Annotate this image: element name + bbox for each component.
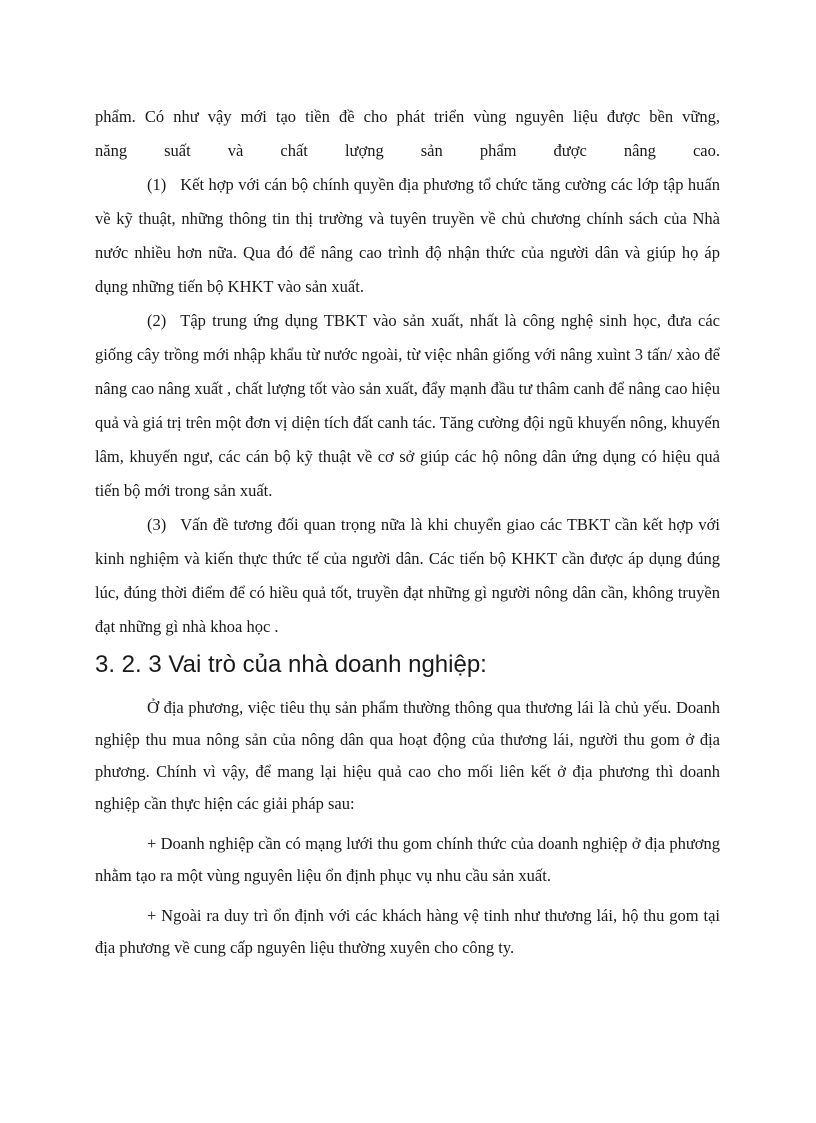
spacer (95, 892, 720, 900)
section-heading: 3. 2. 3 Vai trò của nhà doanh nghiệp: (95, 651, 487, 678)
paragraph-solution-1: + Doanh nghiệp cần có mạng lưới thu gom chính thức của doanh nghiệp ở địa phương nhằm tạo ra một vùng nguyên liệu ổn định phục vụ nhu cầu sản xuất. (95, 834, 720, 885)
paragraph-solution-2: + Ngoài ra duy trì ổn định với các khách hàng vệ tinh như thương lái, hộ thu gom tại địa phương về cung cấp nguyên liệu thường xuyên cho công ty. (95, 906, 720, 957)
list-item-number: (2) (147, 311, 167, 330)
document-page (95, 100, 720, 964)
spacer (95, 820, 720, 828)
list-item-2 (95, 304, 720, 508)
continuation-line-2: năng suất và chất lượng sản phẩm được nâng cao. (95, 141, 720, 160)
paragraph-intro: Ở địa phương, việc tiêu thụ sản phẩm thường thông qua thương lái là chủ yếu. Doanh nghiệp thu mua nông sản của nông dân qua hoạt động của thương lái, người thu gom ở địa phương. Chính vì vậy, để mang lại hiệu quả cao cho mối liên kết ở địa phương thì doanh nghiệp cần thực hiện các giải pháp sau: (95, 698, 720, 813)
continuation-line-1: phẩm. Có như vậy mới tạo tiền đề cho phát triển vùng nguyên liệu được bền vững, (95, 107, 720, 126)
list-item-3 (95, 508, 720, 644)
list-item-1 (95, 168, 720, 304)
list-item-text: Tập trung ứng dụng TBKT vào sản xuất, nhất là công nghệ sinh học, đưa các giống cây trồng mới nhập khẩu từ nước ngoài, từ việc nhân giống với nâng xuìnt 3 tấn/ xào để nâng cao nâng xuất , chất lượng tốt vào sản xuất, đẩy mạnh đầu tư thâm canh để nâng cao hiệu quả và giá trị trên một đơn vị diện tích đất canh tác. Tăng cường đội ngũ khuyến nông, khuyến lâm, khuyến ngư, các cán bộ kỹ thuật về cơ sở giúp các hộ nông dân ứng dụng có hiệu quả tiến bộ mới trong sản xuất. (95, 311, 721, 500)
list-item-text: Kết hợp với cán bộ chính quyền địa phương tổ chức tăng cường các lớp tập huấn về kỹ thuật, những thông tin thị trường và tuyên truyền về chủ chương chính sách của Nhà nước nhiều hơn nữa. Qua đó để nâng cao trình độ nhận thức của người dân và giúp họ áp dụng những tiến bộ KHKT vào sản xuất. (95, 175, 720, 296)
list-item-number: (3) (147, 515, 167, 534)
list-item-number: (1) (147, 175, 167, 194)
list-item-text: Vấn đề tương đối quan trọng nữa là khi chuyển giao các TBKT cần kết hợp với kinh nghiệm và kiến thực thức tế của người dân. Các tiến bộ KHKT cần được áp dụng đúng lúc, đúng thời điểm để có hiều quả tốt, truyền đạt những gì người nông dân cần, không truyền đạt những gì nhà khoa học . (95, 515, 720, 636)
